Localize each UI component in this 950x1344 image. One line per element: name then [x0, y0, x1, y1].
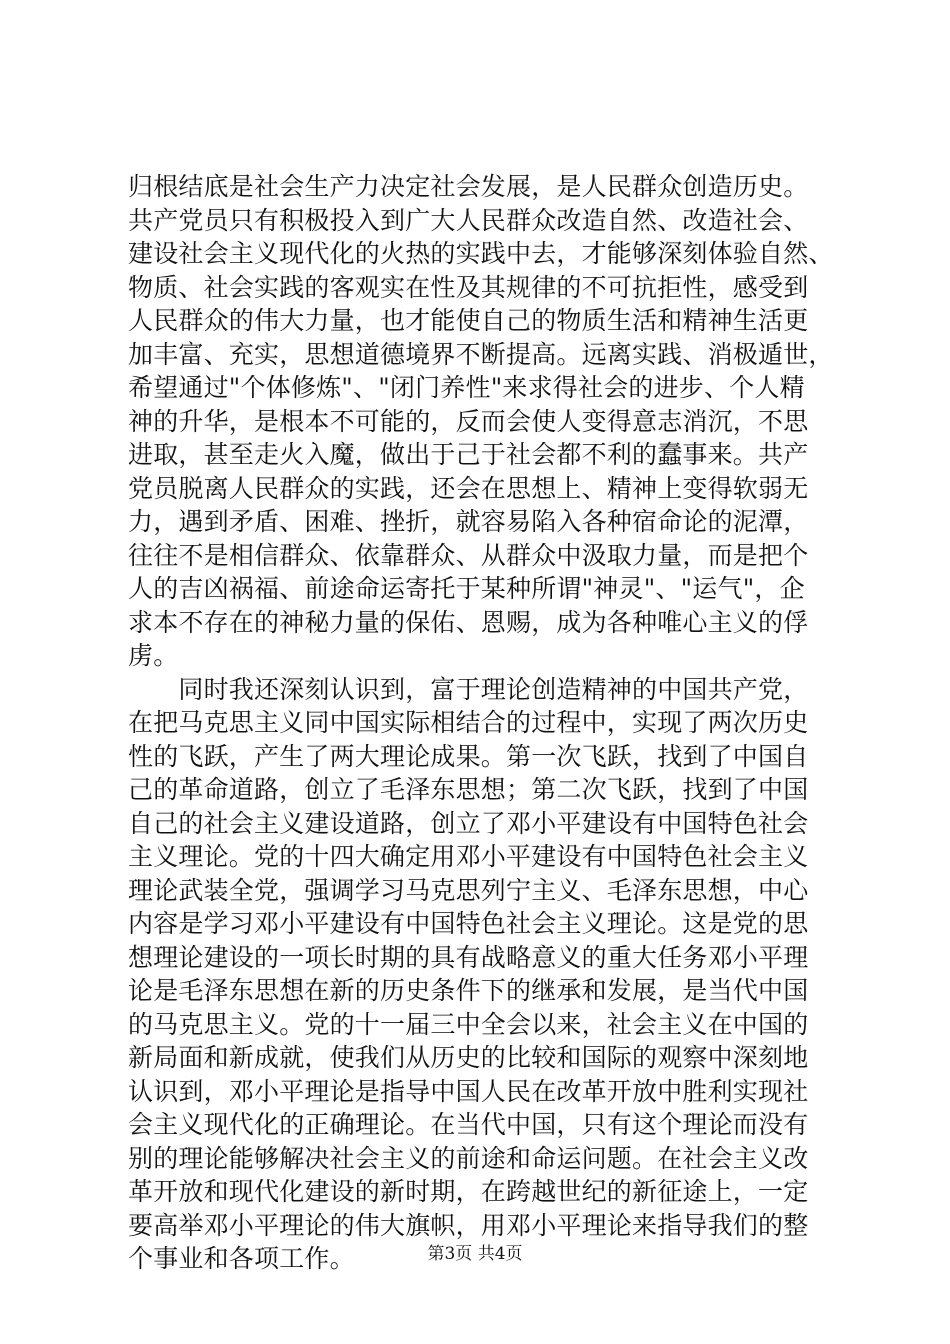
text-line: 理论武装全党，强调学习马克思列宁主义、毛泽东思想，中心	[128, 875, 809, 905]
text-line: 革开放和现代化建设的新时期，在跨越世纪的新征途上，一定	[128, 1177, 809, 1206]
text-line: 归根结底是社会生产力决定社会发展，是人民群众创造历史。	[128, 172, 809, 201]
text-line: 人的吉凶祸福、前途命运寄托于某种所谓"神灵"、"运气"，企	[128, 574, 805, 603]
text-line: 力，遇到矛盾、困难、挫折，就容易陷入各种宿命论的泥潭，	[128, 507, 809, 536]
text-line: 求本不存在的神秘力量的保佑、恩赐，成为各种唯心主义的俘	[128, 607, 809, 637]
text-line: 同时我还深刻认识到，富于理论创造精神的中国共产党，	[128, 674, 809, 704]
text-line: 往往不是相信群众、依靠群众、从群众中汲取力量，而是把个	[128, 540, 809, 570]
text-line: 神的升华，是根本不可能的，反而会使人变得意志消沉，不思	[128, 406, 809, 436]
text-line: 性的飞跃，产生了两大理论成果。第一次飞跃，找到了中国自	[128, 741, 809, 771]
text-line: 别的理论能够解决社会主义的前途和命运问题。在社会主义改	[128, 1143, 809, 1173]
page-footer	[0, 1242, 950, 1266]
text-line: 认识到，邓小平理论是指导中国人民在改革开放中胜利实现社	[128, 1076, 809, 1106]
text-line: 共产党员只有积极投入到广大人民群众改造自然、改造社会、	[128, 205, 809, 235]
text-line: 想理论建设的一项长时期的具有战略意义的重大任务邓小平理	[128, 942, 809, 972]
text-line: 论是毛泽东思想在新的历史条件下的继承和发展，是当代中国	[128, 976, 809, 1005]
text-line: 个事业和各项工作。	[128, 1244, 355, 1273]
text-line: 希望通过"个体修炼"、"闭门养性"来求得社会的进步、个人精	[128, 373, 805, 402]
text-line: 党员脱离人民群众的实践，还会在思想上、精神上变得软弱无	[128, 473, 809, 503]
text-line: 自己的社会主义建设道路，创立了邓小平建设有中国特色社会	[128, 808, 809, 838]
document-body	[128, 170, 834, 1276]
text-line: 人民群众的伟大力量，也才能使自己的物质生活和精神生活更	[128, 306, 809, 335]
text-line: 内容是学习邓小平建设有中国特色社会主义理论。这是党的思	[128, 909, 809, 938]
text-line: 要高举邓小平理论的伟大旗帜，用邓小平理论来指导我们的整	[128, 1210, 809, 1240]
text-line: 新局面和新成就，使我们从历史的比较和国际的观察中深刻地	[128, 1043, 809, 1072]
text-line: 虏。	[128, 641, 179, 670]
text-line: 物质、社会实践的客观实在性及其规律的不可抗拒性，感受到	[128, 272, 809, 302]
text-line: 加丰富、充实，思想道德境界不断提高。远离实践、消极遁世，	[128, 339, 834, 369]
text-line: 的马克思主义。党的十一届三中全会以来，社会主义在中国的	[128, 1009, 809, 1039]
page-number-label: 第3页 共4页	[427, 1244, 523, 1264]
text-line: 在把马克思主义同中国实际相结合的过程中，实现了两次历史	[128, 708, 809, 737]
text-line: 己的革命道路，创立了毛泽东思想；第二次飞跃，找到了中国	[128, 775, 809, 804]
text-line: 主义理论。党的十四大确定用邓小平建设有中国特色社会主义	[128, 842, 809, 871]
text-line: 进取，甚至走火入魔，做出于己于社会都不利的蠢事来。共产	[128, 440, 809, 469]
text-line: 会主义现代化的正确理论。在当代中国，只有这个理论而没有	[128, 1110, 809, 1139]
text-line: 建设社会主义现代化的火热的实践中去，才能够深刻体验自然、	[128, 239, 834, 268]
